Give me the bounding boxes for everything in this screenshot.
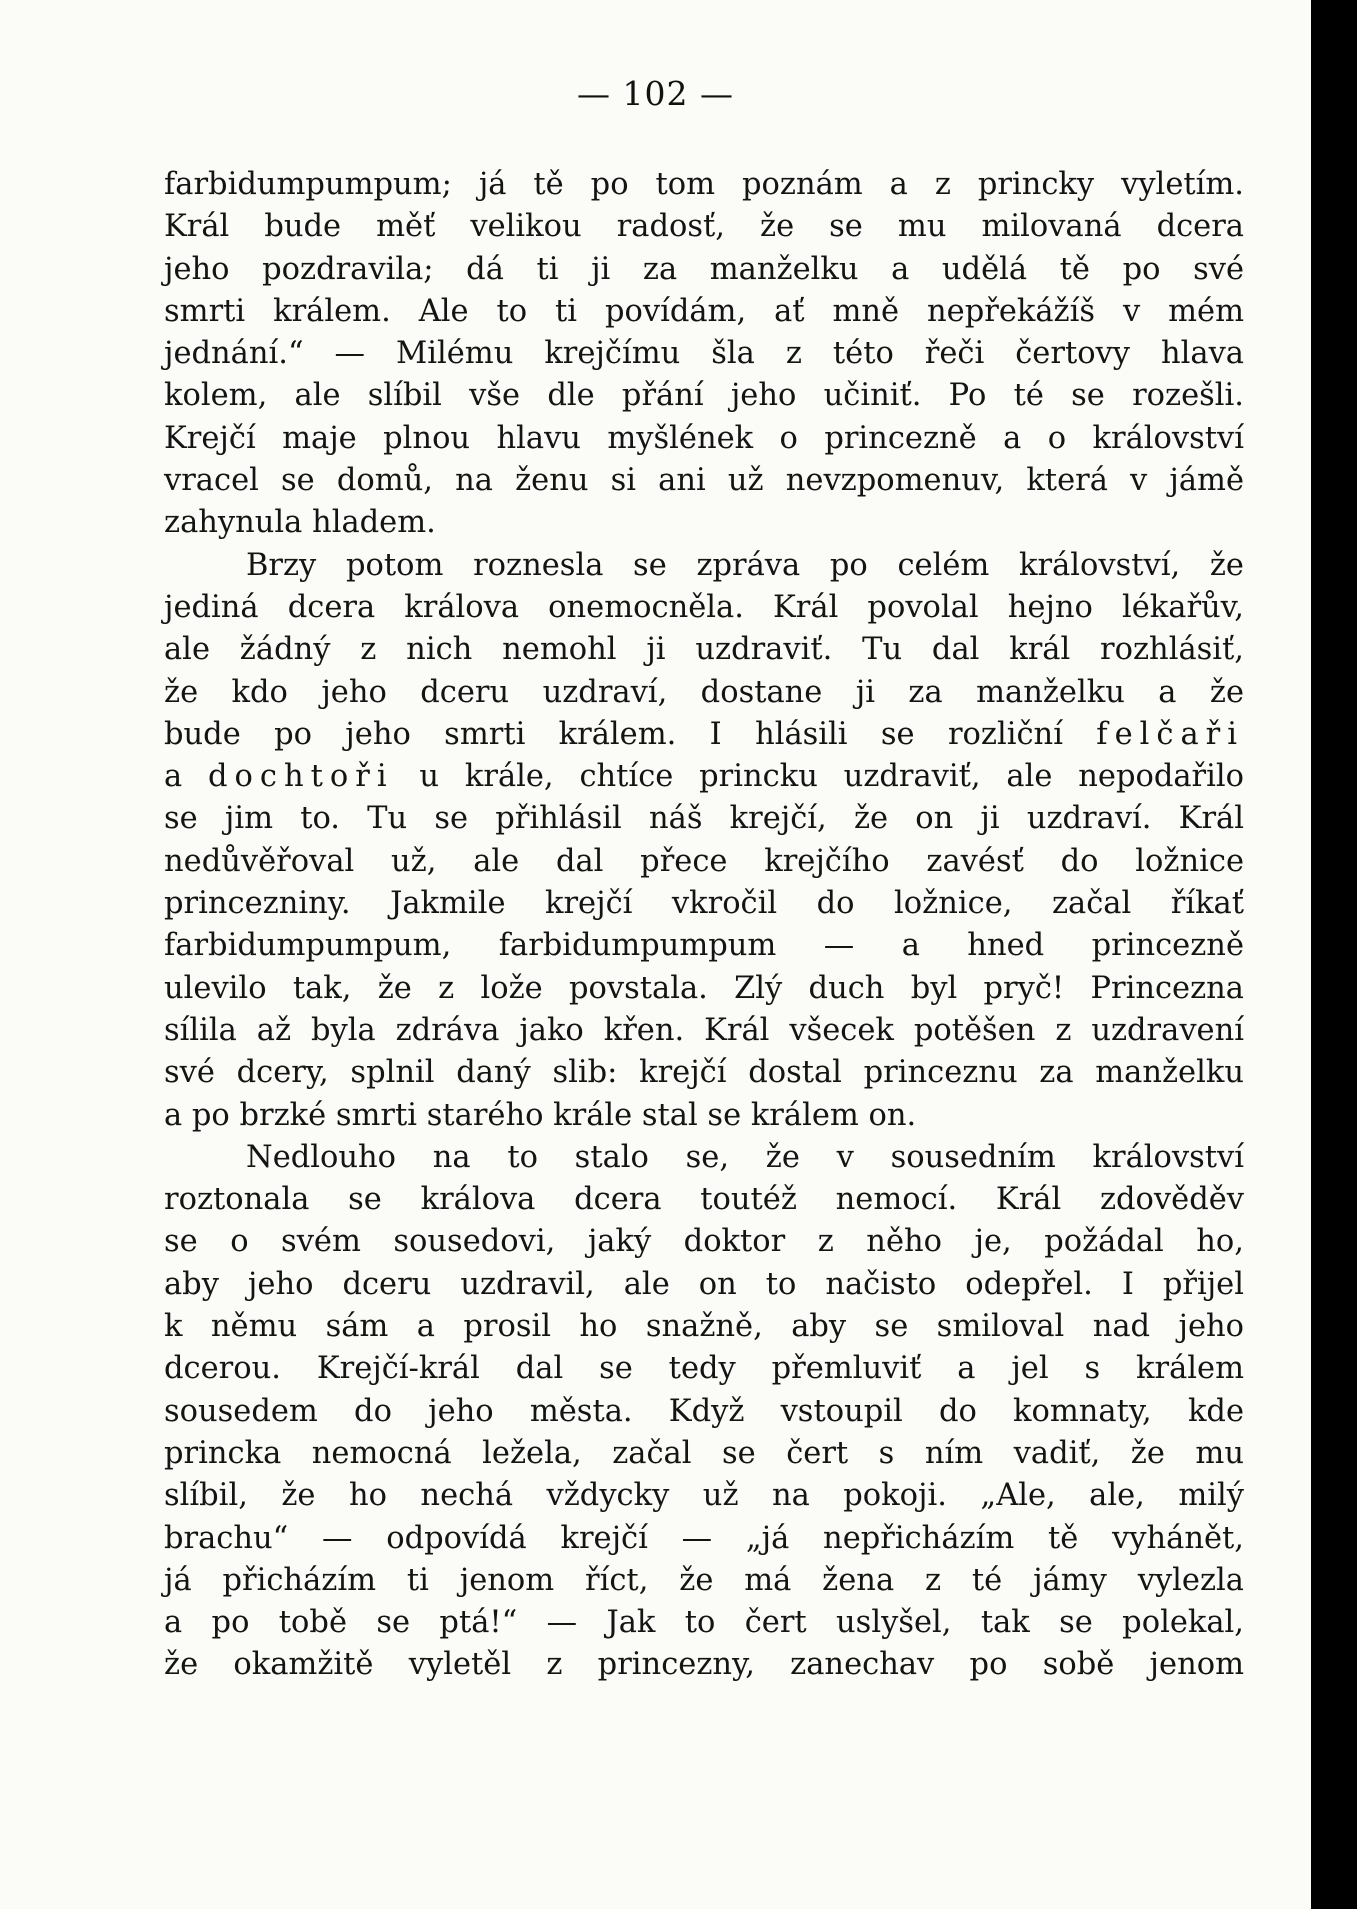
text-line: kolem, ale slíbil vše dle přání jeho učiniť. Po té se rozešli. [164,378,1244,414]
text-line: aby jeho dceru uzdravil, ale on to načisto odepřel. I přijel [164,1266,1244,1302]
text-line: Nedlouho na to stalo se, že v sousedním království [246,1139,1244,1175]
text-line: k němu sám a prosil ho snažně, aby se smiloval nad jeho [164,1309,1244,1345]
text-line: a po brzké smrti starého krále stal se králem on. [164,1097,917,1133]
text-line: Brzy potom roznesla se zpráva po celém království, že [246,547,1244,583]
text-line: ulevilo tak, že z lože povstala. Zlý duch byl pryč! Princezna [164,970,1244,1006]
spaced-word: dochtoři [208,759,394,795]
spaced-word: felčaři [1096,716,1244,752]
text-segment: bude po jeho smrti králem. I hlásili se rozliční [164,716,1063,752]
text-line: ale žádný z nich nemohl ji uzdraviť. Tu dal král rozhlásiť, [164,632,1244,668]
text-line: já přicházím ti jenom říct, že má žena z té jámy vylezla [164,1562,1244,1598]
text-line: Král bude měť velikou radosť, že se mu milovaná dcera [164,209,1244,245]
text-line: dcerou. Krejčí-král dal se tedy přemluviť a jel s králem [164,1351,1244,1387]
text-line: a po tobě se ptá!“ — Jak to čert uslyšel, tak se polekal, [164,1605,1244,1641]
text-line: sousedem do jeho města. Když vstoupil do komnaty, kde [164,1393,1244,1429]
scan-border [1311,0,1357,1909]
text-line: že kdo jeho dceru uzdraví, dostane ji za manželku a že [164,674,1244,710]
text-line: jediná dcera králova onemocněla. Král povolal hejno lékařův, [164,589,1244,625]
text-line: že okamžitě vyletěl z princezny, zanechav po sobě jenom [164,1647,1244,1683]
text-line: nedůvěřoval už, ale dal přece krejčího zavésť do ložnice [164,843,1244,879]
text-line: se o svém sousedovi, jaký doktor z něho je, požádal ho, [164,1224,1244,1260]
text-line: Krejčí maje plnou hlavu myšlének o princezně a o království [164,420,1244,456]
page-number: — 102 — [577,74,734,113]
text-line: roztonala se králova dcera toutéž nemocí. Král zdověděv [164,1182,1244,1218]
body-text [164,164,1244,1687]
text-line: se jim to. Tu se přihlásil náš krejčí, že on ji uzdraví. Král [164,801,1244,837]
text-line: farbidumpumpum, farbidumpumpum — a hned princezně [164,928,1244,964]
text-line: princezniny. Jakmile krejčí vkročil do ložnice, začal říkať [164,886,1244,922]
text-segment: a [164,759,183,795]
text-line: brachu“ — odpovídá krejčí — „já nepřicházím tě vyhánět, [164,1520,1244,1556]
text-line: své dcery, splnil daný slib: krejčí dostal princeznu za manželku [164,1055,1244,1091]
text-line: princka nemocná ležela, začal se čert s ním vadiť, že mu [164,1435,1244,1471]
text-segment: u krále, chtíce princku uzdraviť, ale nepodařilo [419,759,1244,795]
text-line [164,756,1244,798]
text-line: jednání.“ — Milému krejčímu šla z této řeči čertovy hlava [164,336,1244,372]
text-line: vracel se domů, na ženu si ani už nevzpomenuv, která v jámě [164,463,1244,499]
text-line [164,714,1244,756]
text-line: slíbil, že ho nechá vždycky už na pokoji. „Ale, ale, milý [164,1478,1244,1514]
text-line: jeho pozdravila; dá ti ji za manželku a udělá tě po své [164,251,1244,287]
text-line: farbidumpumpum; já tě po tom poznám a z princky vyletím. [164,167,1244,202]
text-line: zahynula hladem. [164,505,436,541]
text-line: smrti králem. Ale to ti povídám, ať mně nepřekážíš v mém [164,293,1244,329]
text-line: sílila až byla zdráva jako křen. Král všecek potěšen z uzdravení [164,1012,1244,1048]
